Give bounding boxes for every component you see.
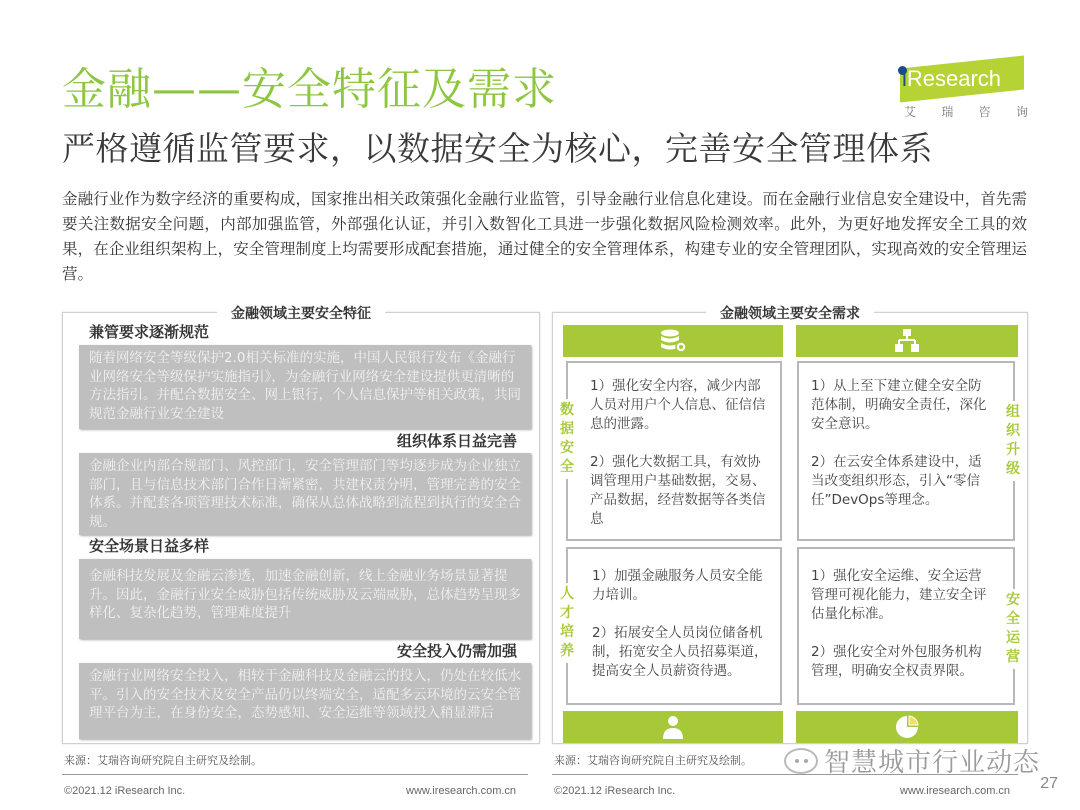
label-text: 组织升级 [1006, 404, 1020, 477]
page-title: 金融——安全特征及需求 [62, 64, 557, 115]
footer-copyright: ©2021.12 iResearch Inc. [554, 785, 676, 797]
logo-cn-char: 艾 [904, 105, 917, 119]
panel-title-text: 金融领域主要安全需求 [706, 306, 874, 322]
card-item: 1）强化安全内容，减少内部人员对用户个人信息、征信信息的泄露。 [590, 378, 766, 432]
panel-title-text: 金融领域主要安全特征 [217, 306, 385, 322]
logo-research: Research [906, 66, 1002, 91]
source-note: 来源：艾瑞咨询研究院自主研究及绘制。 [64, 754, 262, 767]
label-text: 人才培养 [560, 586, 574, 659]
data-security-card [566, 361, 782, 541]
label-text: 数据安全 [560, 402, 574, 475]
security-needs-panel [552, 306, 1028, 744]
page-subtitle: 严格遵循监管要求，以数据安全为核心，完善安全管理体系 [62, 129, 933, 168]
panel-title [63, 303, 539, 323]
logo-cn-char: 咨 [978, 105, 991, 119]
card-item: 1）从上至下建立健全安全防范体制，明确安全责任，深化安全意识。 [811, 378, 987, 432]
operations-bar [796, 711, 1018, 743]
vertical-label-talent [557, 583, 577, 663]
source-note: 来源：艾瑞咨询研究院自主研究及绘制。 [554, 754, 752, 767]
wechat-icon [784, 748, 818, 774]
watermark [784, 742, 1040, 779]
org-upgrade-card [797, 361, 1015, 541]
watermark-text: 智慧城市行业动态 [824, 748, 1041, 778]
card-item: 2）在云安全体系建设中，适当改变组织形态，引入“零信任”DevOps等理念。 [811, 454, 982, 508]
logo-cn-char: 瑞 [941, 105, 954, 119]
card-item: 2）强化大数据工具，有效协调管理用户基础数据，交易、产品数据，经营数据等各类信息 [590, 454, 766, 527]
vertical-label-data-security [557, 399, 577, 479]
vertical-label-org-upgrade [1003, 401, 1023, 481]
pie-chart-icon [894, 714, 920, 740]
card-item: 1）加强金融服务人员安全能力培训。 [592, 568, 763, 603]
logo-cn-char: 询 [1015, 105, 1028, 119]
card-item: 1）强化安全运维、安全运营管理可视化能力，建立安全评估量化标准。 [811, 568, 987, 622]
footer-divider [62, 774, 528, 775]
org-chart-icon [894, 328, 920, 354]
section-body: 随着网络安全等级保护2.0相关标准的实施，中国人民银行发布《金融行业网络安全等级保护实施指引》，为金融行业网络安全建设提供更清晰的方法指引。并配合数据安全、网上银行，个人信息保护等相关政策，共同规范金融行业安全建设 [79, 345, 531, 429]
iresearch-logo [890, 56, 1030, 126]
label-text: 安全运营 [1006, 592, 1020, 665]
intro-paragraph: 金融行业作为数字经济的重要构成，国家推出相关政策强化金融行业监管，引导金融行业信息化建设。而在金融行业信息安全建设中，首先需要关注数据安全问题，内部加强监管，外部强化认证，并引入数智化工具进一步强化数据风险检测效率。此外，为更好地发挥安全工具的效果，在企业组织架构上，安全管理制度上均需要形成配套措施，通过健全的安全管理体系，构建专业的安全管理团队，实现高效的安全管理运营。 [62, 190, 1027, 283]
person-icon [661, 714, 685, 740]
page-number: 27 [1040, 775, 1058, 792]
section-body: 金融科技发展及金融云渗透，加速金融创新，线上金融业务场景显著提升。因此，金融行业安全威胁包括传统威胁及云端威胁，总体趋势呈现多样化、复杂化趋势，管理难度提升 [79, 559, 531, 639]
org-upgrade-bar [796, 325, 1018, 357]
talent-card [566, 547, 782, 705]
footer-url: www.iresearch.com.cn [406, 785, 517, 797]
logo-i: i [902, 66, 907, 91]
section-heading: 兼管要求逐渐规范 [89, 323, 210, 341]
logo-chinese [904, 103, 1028, 120]
section-body: 金融企业内部合规部门、风控部门，安全管理部门等均逐步成为企业独立部门，且与信息技术部门合作日渐紧密，共建权责分明，管理完善的安全体系。并配套各项管理技术标准，确保从总体战略到流程到执行的安全合规。 [79, 453, 531, 535]
footer-copyright: ©2021.12 iResearch Inc. [64, 785, 186, 797]
logo-wordmark [902, 66, 1001, 92]
section-heading: 组织体系日益完善 [396, 432, 517, 450]
footer-url: www.iresearch.com.cn [900, 785, 1011, 797]
operations-card [797, 547, 1015, 705]
database-icon [658, 328, 688, 354]
section-heading: 安全场景日益多样 [89, 537, 210, 555]
security-features-panel [62, 306, 540, 744]
talent-bar [563, 711, 783, 743]
vertical-label-operations [1003, 589, 1023, 669]
card-item: 2）拓展安全人员岗位储备机制，拓宽安全人员招募渠道，提高安全人员薪资待遇。 [592, 625, 768, 679]
card-item: 2）强化安全对外包服务机构管理，明确安全权责界限。 [811, 644, 982, 679]
section-heading: 安全投入仍需加强 [396, 642, 517, 660]
data-security-bar [563, 325, 783, 357]
panel-title [553, 303, 1027, 323]
section-body: 金融行业网络安全投入，相较于金融科技及金融云的投入，仍处在较低水平。引入的安全技术及安全产品仍以终端安全，适配多云环境的云安全管理平台为主，在身份安全，态势感知、安全运维等领域投入稍显滞后 [79, 663, 531, 739]
